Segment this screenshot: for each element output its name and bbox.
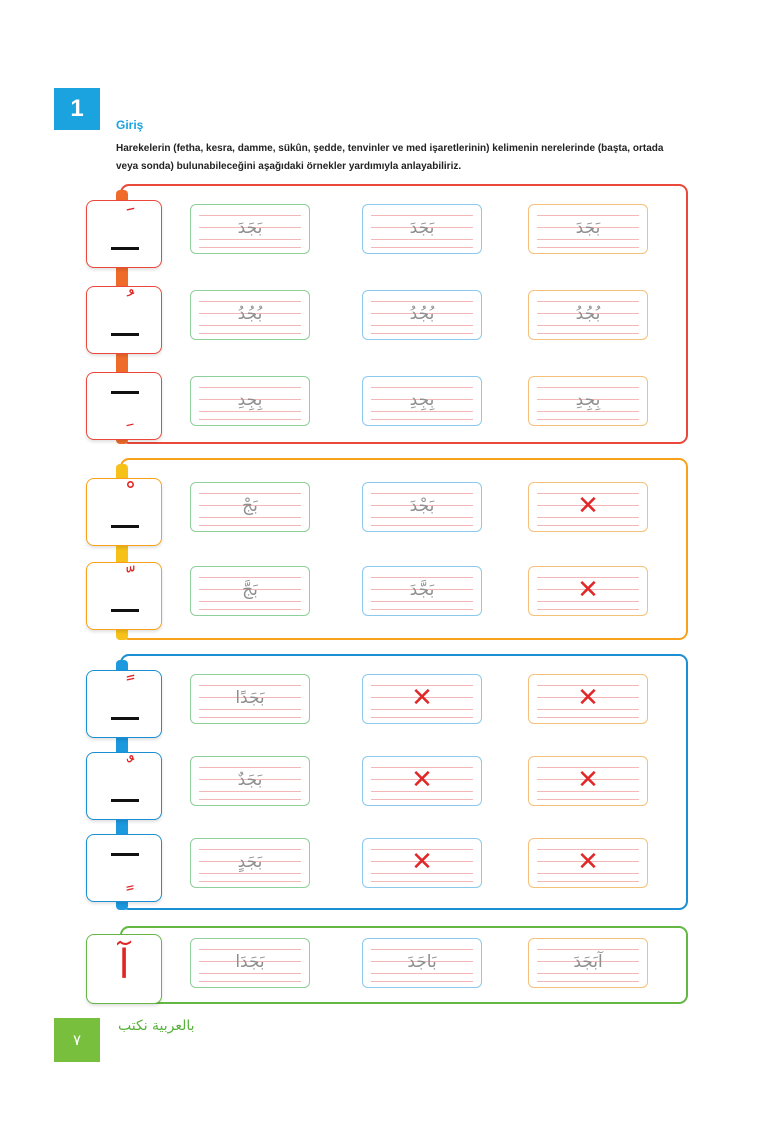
baseline-bar (111, 853, 139, 856)
writing-card-5-2 (362, 566, 482, 616)
cross-icon: ✕ (411, 765, 433, 795)
book-title: بالعربية نكتب (118, 1018, 195, 1034)
example-word: بَجَدَ (575, 218, 601, 238)
hareke-tile-1 (86, 200, 162, 268)
cross-icon: ✕ (411, 847, 433, 877)
example-word: بَجْدَ (409, 496, 435, 516)
writing-card-6-1 (190, 674, 310, 724)
hareke-glyph (87, 675, 161, 701)
guide-line (199, 791, 301, 792)
example-word: بُجُدُ (237, 304, 263, 324)
example-word: بِجِدِ (575, 390, 601, 410)
writing-card-4-2 (362, 482, 482, 532)
hareke-tile-5 (86, 562, 162, 630)
guide-line (537, 215, 639, 216)
baseline-bar (111, 391, 139, 394)
guide-line (371, 333, 473, 334)
guide-line (199, 881, 301, 882)
hareke-glyph (87, 291, 161, 317)
example-word: بَجَدًا (235, 688, 265, 708)
guide-line (199, 709, 301, 710)
writing-card-5-3 (528, 566, 648, 616)
cross-icon: ✕ (577, 491, 599, 521)
guide-line (537, 301, 639, 302)
guide-line (537, 387, 639, 388)
cross-icon: ✕ (577, 847, 599, 877)
guide-line (537, 325, 639, 326)
guide-line (371, 411, 473, 412)
hareke-glyph (87, 567, 161, 593)
guide-line (371, 577, 473, 578)
baseline-bar (111, 717, 139, 720)
guide-line (199, 215, 301, 216)
guide-line (537, 973, 639, 974)
example-word: بِجِدِ (237, 390, 263, 410)
hareke-tile-8 (86, 834, 162, 902)
guide-line (199, 525, 301, 526)
guide-line (199, 333, 301, 334)
baseline-bar (111, 247, 139, 250)
guide-line (537, 525, 639, 526)
guide-line (199, 301, 301, 302)
example-word: بَاجَدَ (407, 952, 437, 972)
guide-line (199, 849, 301, 850)
baseline-bar (111, 333, 139, 336)
writing-card-3-1 (190, 376, 310, 426)
example-word: بُجُدُ (575, 304, 601, 324)
intro-paragraph: Harekelerin (fetha, kesra, damme, sükûn, şedde, tenvinler ve med işaretlerinin) kelimenin nerelerinde (başta, ortada veya sonda) bulunabileceğini aşağıdaki örnekler yardımıyla anlayabiliriz. (116, 143, 664, 172)
guide-line (371, 981, 473, 982)
section-number-badge: 1 (54, 88, 100, 130)
guide-line (371, 517, 473, 518)
guide-line (371, 419, 473, 420)
section-title: Giriş (116, 118, 144, 132)
guide-line (199, 419, 301, 420)
cross-icon: ✕ (577, 683, 599, 713)
example-word: بَجَّدَ (409, 580, 435, 600)
guide-line (199, 949, 301, 950)
guide-line (371, 949, 473, 950)
hareke-glyph (87, 205, 161, 231)
guide-line (371, 247, 473, 248)
hareke-glyph (87, 403, 161, 427)
guide-line (199, 517, 301, 518)
hareke-tile-4 (86, 478, 162, 546)
guide-line (537, 247, 639, 248)
guide-line (199, 717, 301, 718)
baseline-bar (111, 609, 139, 612)
guide-line (371, 301, 473, 302)
guide-line (371, 973, 473, 974)
guide-line (199, 973, 301, 974)
guide-line (537, 419, 639, 420)
guide-line (371, 493, 473, 494)
hareke-glyph (87, 483, 161, 509)
writing-card-6-3 (528, 674, 648, 724)
writing-card-8-2 (362, 838, 482, 888)
writing-card-9-2 (362, 938, 482, 988)
writing-card-8-3 (528, 838, 648, 888)
example-word: بَجَّ (242, 580, 258, 600)
example-word: بَجَدَ (237, 218, 263, 238)
guide-line (371, 239, 473, 240)
writing-card-7-3 (528, 756, 648, 806)
guide-line (371, 325, 473, 326)
writing-card-9-1 (190, 938, 310, 988)
example-word: آبَجَدَ (573, 952, 603, 972)
guide-line (537, 717, 639, 718)
writing-card-7-2 (362, 756, 482, 806)
writing-card-4-3 (528, 482, 648, 532)
guide-line (371, 387, 473, 388)
hareke-tile-9 (86, 934, 162, 1004)
guide-line (199, 981, 301, 982)
example-word: بَجَدٍ (237, 852, 263, 872)
writing-card-2-1 (190, 290, 310, 340)
cross-icon: ✕ (577, 575, 599, 605)
writing-card-1-3 (528, 204, 648, 254)
hareke-tile-6 (86, 670, 162, 738)
example-word: بَجَدٌ (237, 770, 263, 790)
example-word: بُجُدُ (409, 304, 435, 324)
hareke-tile-2 (86, 286, 162, 354)
cross-icon: ✕ (411, 683, 433, 713)
guide-line (537, 333, 639, 334)
hareke-tile-7 (86, 752, 162, 820)
hareke-glyph: آ (118, 942, 130, 988)
guide-line (537, 411, 639, 412)
guide-line (371, 525, 473, 526)
guide-line (371, 215, 473, 216)
writing-card-4-1 (190, 482, 310, 532)
baseline-bar (111, 799, 139, 802)
guide-line (199, 873, 301, 874)
hareke-glyph (87, 757, 161, 783)
writing-card-2-3 (528, 290, 648, 340)
writing-card-1-2 (362, 204, 482, 254)
guide-line (371, 609, 473, 610)
guide-line (537, 799, 639, 800)
cross-icon: ✕ (577, 765, 599, 795)
guide-line (199, 239, 301, 240)
writing-card-1-1 (190, 204, 310, 254)
writing-card-9-3 (528, 938, 648, 988)
guide-line (199, 609, 301, 610)
guide-line (537, 881, 639, 882)
guide-line (199, 577, 301, 578)
guide-line (199, 493, 301, 494)
guide-line (199, 411, 301, 412)
writing-card-5-1 (190, 566, 310, 616)
guide-line (537, 609, 639, 610)
guide-line (199, 601, 301, 602)
hareke-glyph (87, 865, 161, 889)
guide-line (371, 799, 473, 800)
baseline-bar (111, 525, 139, 528)
guide-line (199, 325, 301, 326)
guide-line (371, 717, 473, 718)
hareke-tile-3 (86, 372, 162, 440)
page-number-badge: ٧ (54, 1018, 100, 1062)
writing-card-3-2 (362, 376, 482, 426)
guide-line (371, 881, 473, 882)
example-word: بَجَدَ (409, 218, 435, 238)
writing-card-7-1 (190, 756, 310, 806)
writing-card-8-1 (190, 838, 310, 888)
guide-line (199, 767, 301, 768)
guide-line (537, 981, 639, 982)
guide-line (537, 949, 639, 950)
writing-card-6-2 (362, 674, 482, 724)
writing-card-3-3 (528, 376, 648, 426)
example-word: بَجْ (242, 496, 258, 516)
example-word: بَجَدَا (235, 952, 265, 972)
writing-card-2-2 (362, 290, 482, 340)
guide-line (371, 601, 473, 602)
guide-line (199, 799, 301, 800)
guide-line (199, 247, 301, 248)
guide-line (199, 685, 301, 686)
guide-line (537, 239, 639, 240)
guide-line (199, 387, 301, 388)
example-word: بِجِدِ (409, 390, 435, 410)
